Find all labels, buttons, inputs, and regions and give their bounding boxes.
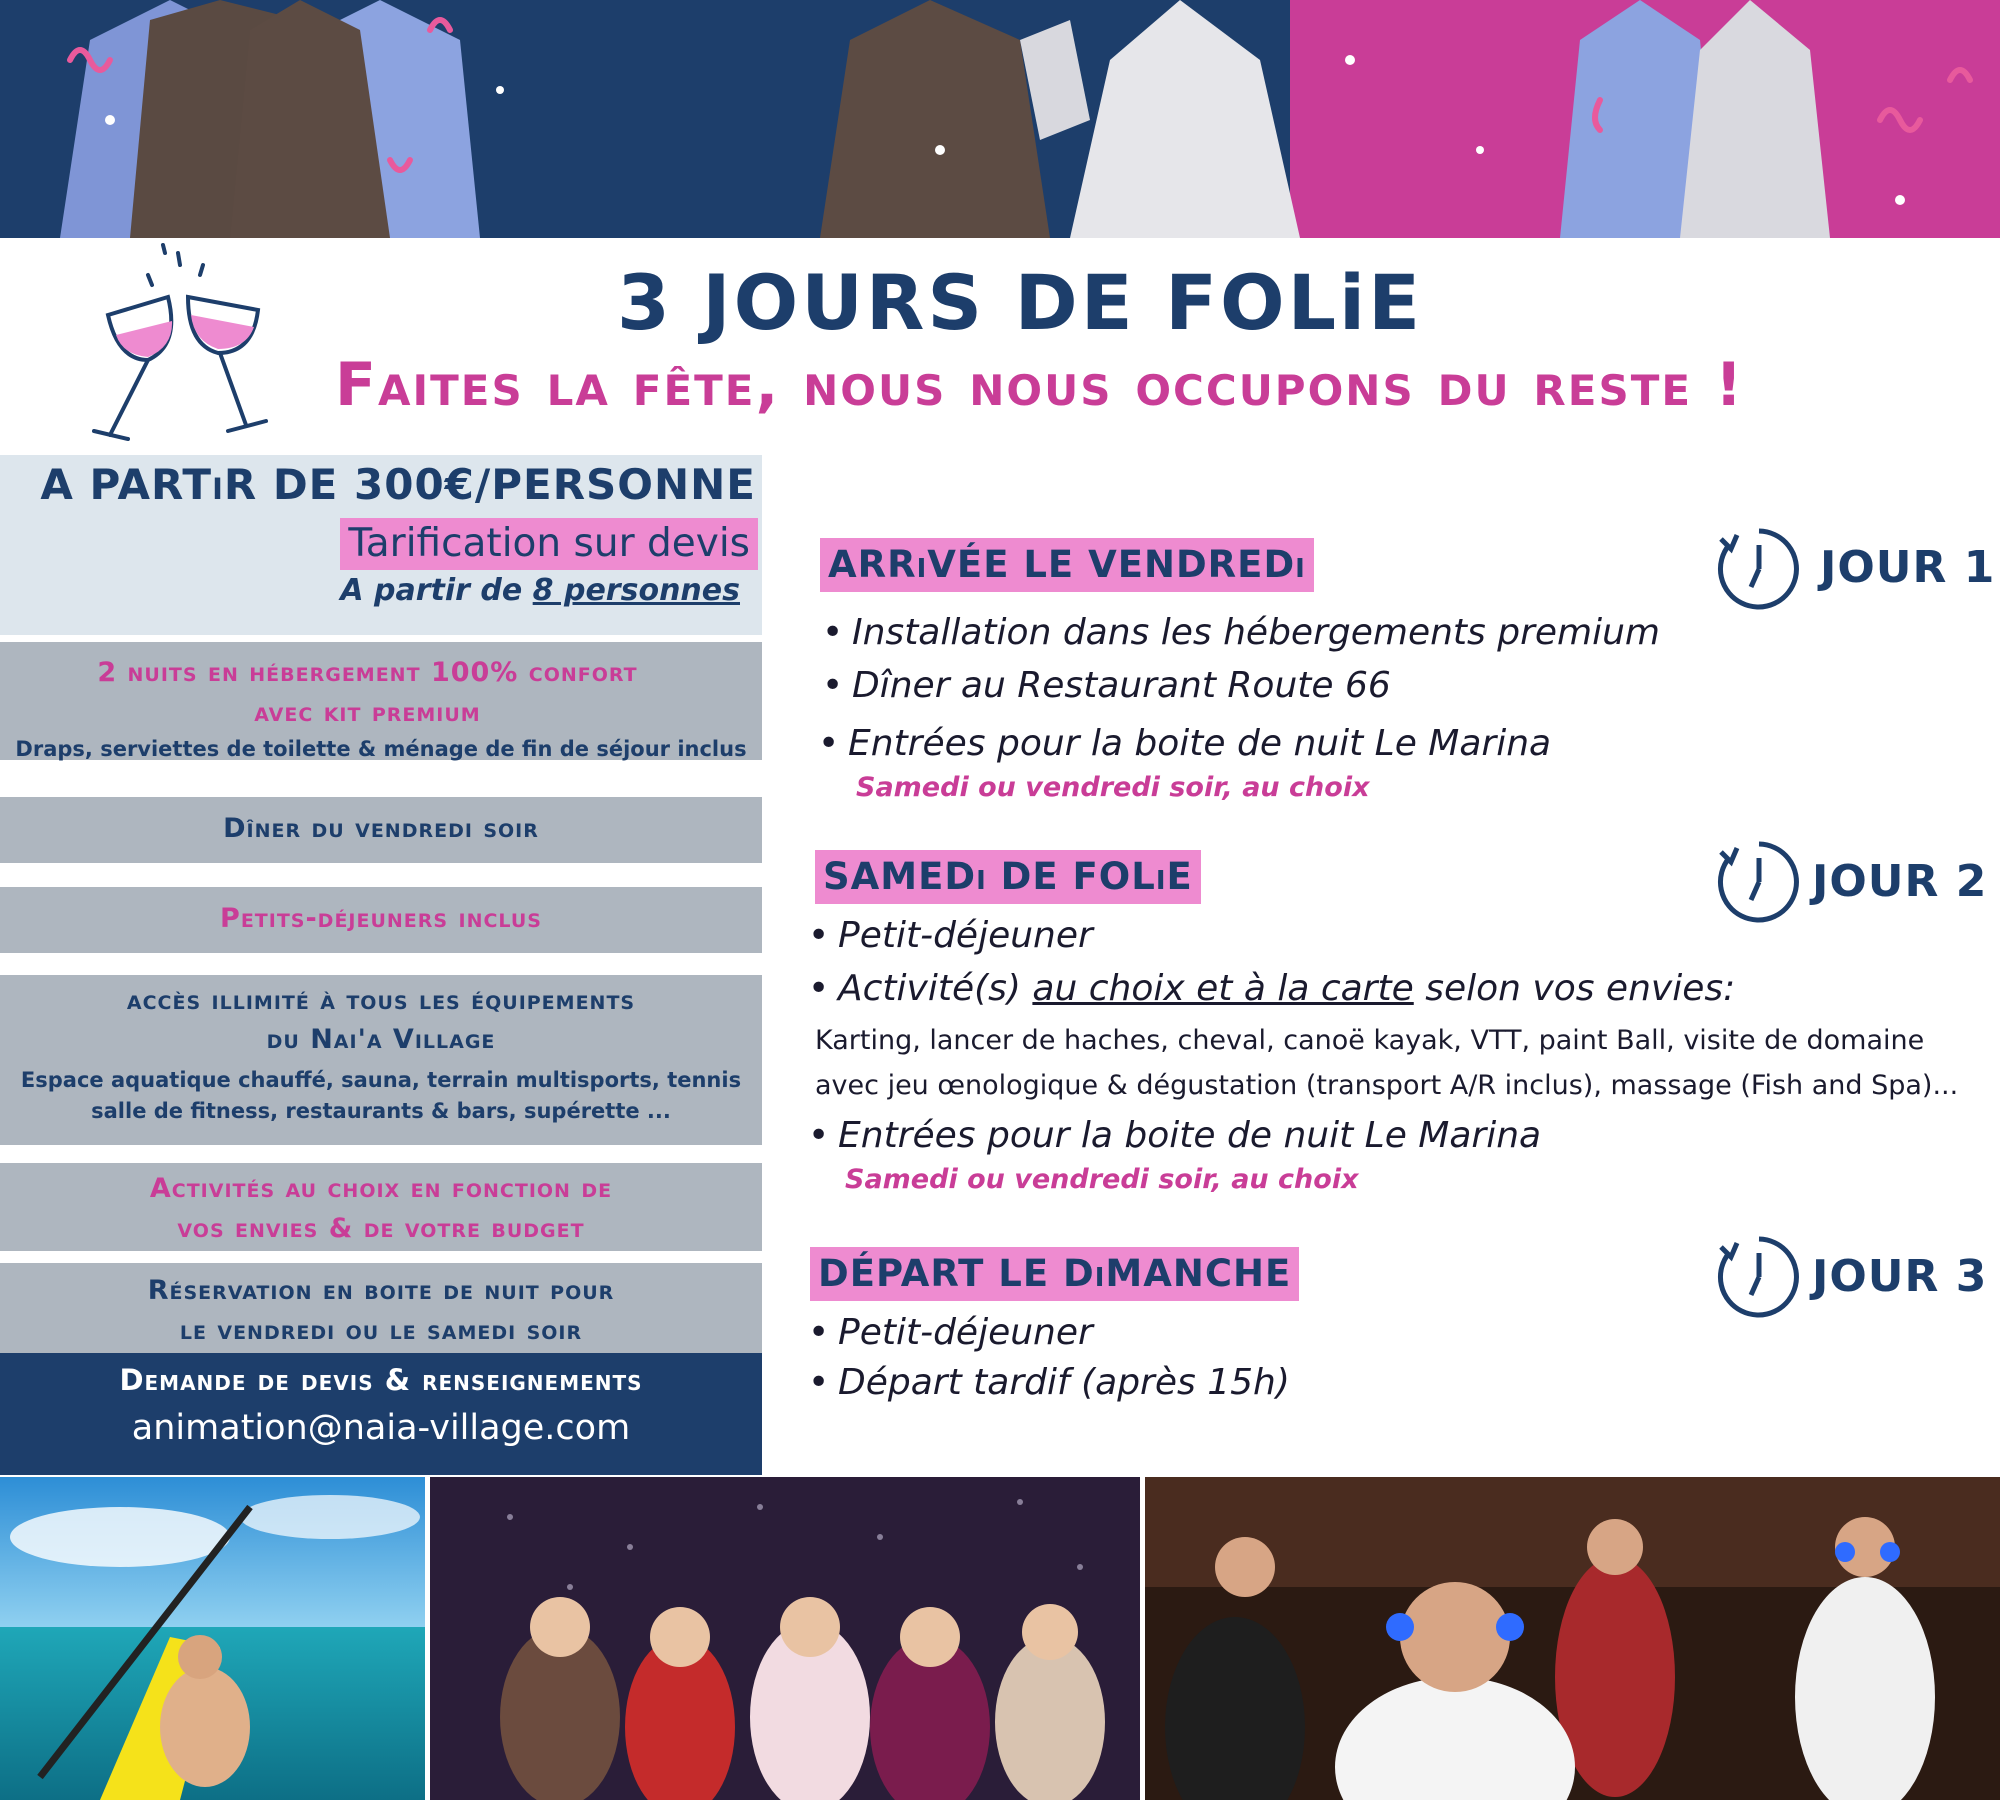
day3-item-1: • Petit-déjeuner <box>808 1312 1093 1353</box>
contact-box <box>0 1353 762 1475</box>
page-subtitle: Faites la fête, nous nous occupons du reste ! <box>335 350 1745 420</box>
facilities-detail-1: Espace aquatique chauffé, sauna, terrain multisports, tennis <box>20 1068 742 1092</box>
accommodation-box <box>0 642 762 760</box>
pricing-box <box>0 455 762 635</box>
included-panel <box>0 455 762 1475</box>
activities-line-2: vos envies & de votre budget <box>177 1213 585 1244</box>
contact-email-link[interactable]: animation@naia-village.com <box>131 1408 631 1448</box>
facilities-box <box>0 975 762 1145</box>
day2-item-3: • Entrées pour la boite de nuit Le Marina <box>808 1115 1541 1156</box>
activities-line-1: Activités au choix en fonction de <box>149 1173 613 1204</box>
accommodation-subtitle: avec kit premium <box>254 697 481 728</box>
day2-label: JOUR 2 <box>1812 856 1988 907</box>
clock-icon <box>1715 525 1803 617</box>
breakfast-box <box>0 887 762 953</box>
activities-box <box>0 1163 762 1251</box>
price-minimum <box>340 573 740 608</box>
party-photo <box>430 1477 1140 1800</box>
day2-activities-line-2: avec jeu œnologique & dégustation (transport A/R inclus), massage (Fish and Spa)... <box>815 1070 1959 1101</box>
kayak-photo <box>0 1477 425 1800</box>
price-minimum-value: 8 personnes <box>532 573 740 608</box>
day1-item-2: • Dîner au Restaurant Route 66 <box>822 665 1391 706</box>
day2-item-1: • Petit-déjeuner <box>808 915 1093 956</box>
day1-heading: ARRiVÉE LE VENDREDi <box>820 538 1314 592</box>
day2-item-2-underlined: au choix et à la carte <box>1032 968 1414 1009</box>
breakfast-label: Petits-déjeuners inclus <box>220 903 542 934</box>
header-illustration <box>0 0 2000 238</box>
nightclub-line-2: le vendredi ou le samedi soir <box>179 1315 583 1346</box>
facilities-title: accès illimité à tous les équipements <box>126 985 636 1016</box>
dinner-label: Dîner du vendredi soir <box>223 813 539 844</box>
day1-note: Samedi ou vendredi soir, au choix <box>856 772 1370 803</box>
page-title: 3 JOURS DE FOLiE <box>616 258 1424 347</box>
silent-disco-photo <box>1145 1477 2000 1800</box>
facilities-detail-2: salle de fitness, restaurants & bars, supérette ... <box>91 1099 671 1123</box>
day2-activities-line-1: Karting, lancer de haches, cheval, canoë kayak, VTT, paint Ball, visite de domaine <box>815 1025 1925 1056</box>
accommodation-title: 2 nuits en hébergement 100% confort <box>97 657 638 688</box>
day3-label: JOUR 3 <box>1812 1251 1988 1302</box>
accommodation-detail: Draps, serviettes de toilette & ménage de fin de séjour inclus <box>15 737 747 761</box>
price-minimum-prefix: A partir de <box>340 573 523 608</box>
clock-icon <box>1715 838 1803 930</box>
day2-item-2 <box>808 968 1735 1009</box>
day1-item-3: • Entrées pour la boite de nuit Le Marina <box>818 723 1551 764</box>
clock-icon <box>1715 1233 1803 1325</box>
day1-label: JOUR 1 <box>1820 542 1996 593</box>
nightclub-line-1: Réservation en boite de nuit pour <box>147 1275 615 1306</box>
nightclub-box <box>0 1263 762 1358</box>
day1-item-1: • Installation dans les hébergements premium <box>822 612 1660 653</box>
facilities-subtitle: du Nai'a Village <box>266 1024 496 1055</box>
price-headline: A PARTiR DE 300€/PERSONNE <box>40 460 756 509</box>
contact-label: Demande de devis & renseignements <box>119 1363 643 1397</box>
day3-heading: DÉPART LE DiMANCHE <box>810 1247 1299 1301</box>
dinner-box <box>0 797 762 863</box>
day2-heading: SAMEDi DE FOLiE <box>815 850 1201 904</box>
price-quote-label: Tarification sur devis <box>340 518 758 570</box>
day2-note: Samedi ou vendredi soir, au choix <box>845 1164 1359 1195</box>
day3-item-2: • Départ tardif (après 15h) <box>808 1362 1290 1403</box>
day2-item-2-prefix: Activité(s) <box>838 968 1021 1009</box>
day2-item-2-suffix: selon vos envies: <box>1425 968 1736 1009</box>
